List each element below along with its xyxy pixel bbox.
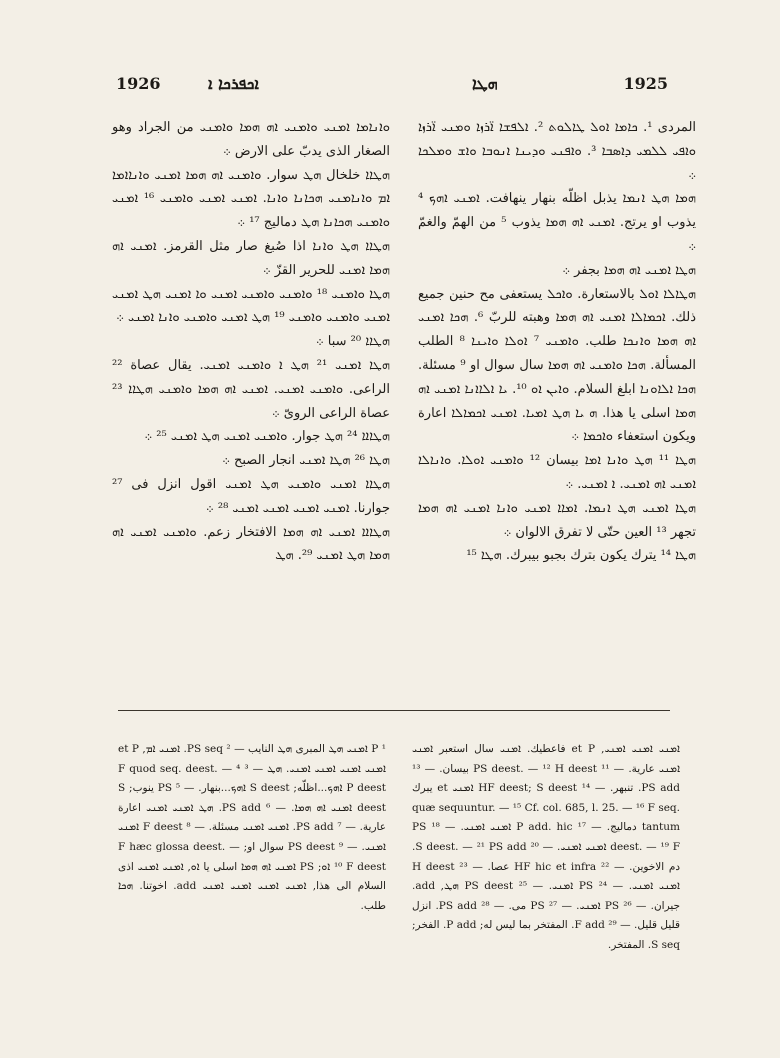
left-column [112,116,390,568]
entry: ܗܛܐܐ خلخال ܗܛ سوار. ܘܐܡܢܝ ܐܗ ܗܡܐ ܐܡܢܝ ܘܐܢܐܐܡܐ ܐܡ ܘܐܢܐܡܢܝ ܗܟܐܢܐ ܘܐܢܐ. ܐܡܢܝ ܐܡܢܝ ܘܐܡܢܝ ¹⁶ ܐܡܢܝ ܘܐܡܢܝ ܗܟܐܢܐ ܗܛ دماليج ¹⁷ ܀ [112,167,390,231]
entry: ܗܛܐܐ ܐܡܢܝ ܘܐܡܢܝ ܗܛ ܐܡܢܝ اقول انزل فى ²⁷ جوارنا. ܐܡܢܝ ܐܡܢܝ ܐܡܢܝ ܐܡܢܝ ²⁸ ܀ [112,476,390,516]
entry: المردى ¹. ܟܐܡܐ ܐܘܠ ܛܐܠܘܬ ². ܐܠܦܫܐ ܐ̈ܪܙܐ ܘܡܢܝ ܐ̈ܪܙܐ ܘܐܦܝ ܠܠܡܝ ܕܐܣܒܐ ³. ܘܐܦܢܝ ܘܕܝܢܐ ܐܢܘܒܐ ܘܐܫ ܘܡܠܟܐ ܀ [418,120,697,183]
running-header [112,74,668,104]
entry: ܗܡܐ ܗܛ ܐܢܡܐ يذبل اظلّه بنهار ينهافت. ܐܡܢܝ ܐܗܟ ⁴ يذوب او يرتج. ܐܡܢܝ ܐܗ ܗܡܐ يذوب ⁵ من الهمّ والغمّ ܀ [418,191,696,254]
footnotes-left [118,740,386,916]
footnote-block: ܐܡܢܝ ܐܡܢܝ ܐܡܢܝ, et P فاعطيك. ܐܡܢܝ سال استعبر ܐܡܢܝ ܐܡܢܝ عارية. — ¹¹ PS deest. — ¹² H deest بيسان. — ¹³ PS add. تنبهر. — ¹⁴ HF deest; S deest ܐܡܢܝ et يبرك quæ sequuntur. — ¹⁵ Cf. col. 685, l. 25. — ¹⁶ F seq. tantum دماليج. — ¹⁷ P add. hic ܐܡܢܝ ܐܡܢܝ. — ¹⁸ PS deest. — ¹⁹ F ܐܡܢܝ ܐܡܢܝ. — ²⁰ S deest. — ²¹ PS add. دم الاخوين. — ²² HF hic et infra عصا. — ²³ H deest ܐܡܢܝ ܐܡܢܝ. — ²⁴ PS ܐܡܢܝ. — ²⁵ PS deest ܗܛ, add. جيران. — ²⁶ PS ܐܡܢܝ. — ²⁷ PS مى. — ²⁸ PS add. انزل قليل قليل. — ²⁹ F add. المفتخر بما ليس له; P add. الفخر; S seq. المفتخر. [412,743,681,951]
right-running-title: ܗܛܐ [472,74,498,93]
right-column [418,116,696,568]
footnote-divider [118,710,670,711]
entry: ܗܛܐ ܐܡܢܝ ²¹ ܗܛ ܐ ܘܐܡܢܝ ܐܡܢܝ. يقال عصاة ²² الراعى. ܘܐܡܢܝ ܐܡܢܝ. ܐܡܢܝ ܐܗ ܗܡܐ ܘܐܡܢܝ ܗܛܐܐ ²³ عصاة الراعى الروىّ ܀ [112,357,390,421]
right-page-number: 1925 [623,74,668,93]
footnote-block: ¹ P ܐܡܢܝ ܗܛ المبرى ܗܛ النايب — ² PS seq. ܐܡܢܝ ܐܡ, et P ܐܡܢܝ ܐܡܢܝ ܐܡܢܝ ܐܡܢܝ. ܗܛ — ³ F quod seq. deest. — ⁴ P deest ܐܗܟ...اظلّه; S deest ܐܗܟ...بنهار. — ⁵ PS ينوب; S deest ܐܡܢܝ ܐܗ ܗܡܐ. — ⁶ PS add. ܗܛ ܐܡܢܝ ܐܡܢܝ اعارة عارية. — ⁷ PS add. ܐܡܢܝ ܐܡܢܝ مسئلة. — ⁸ F deest ܐܡܢܝ ܐܡܢܝ. — ⁹ PS deest سوال او; F hæc glossa deest. — ¹⁰ F deest ܐܘ; PS ܐܡܢܝ ܐܗ ܗܡܐ اسلى يا ܐܘ, ܐܡܢܝ ܐܡܢܝ اذى السلام الى هذا, ܐܡܢܝ ܐܡܢܝ ܐܡܢܝ ܐܡܢܝ add. اخوتنا. ܗܟܐ طلب. [118,743,387,912]
entry: ܗܛܐ ܐܡܢܝ ܐܗ ܗܡܐ بجفر ܀ [562,262,696,278]
entry: ܘܐܢܐܡܐ ܐܡܢܝ ܘܐܡܢܝ ܐܗ ܗܡܐ ܘܐܡܢܝ من الجراد وهو الصغار الذى يدبّ على الارض ܀ [112,120,390,159]
entry: ܗܛܐ ܘܐܡܢܝ ¹⁸ ܘܐܡܢܝ ܘܐܡܢܝ ܐܡܢܝ ܘܐ ܐܡܢܝ ܗܛ ܐܡܢܝ ܐܡܢܝ ܘܐܡܢܝ ܘܐܡܢܝ ¹⁹ ܗܛ ܐܡܢܝ ܘܐܡܢܝ ܘܐܢܐ ܐܡܢܝ ܀ [112,286,391,326]
entry: ܗܛܐܠܐ ܐܘܠ بالاستعارة. ܘܐܟܠ يستعفى مح حنين جميع ذلك. ܐܟܡܐܠܐ ܐܡܢܝ ܐܗ ܗܡܐ وهبته للربّ ⁶. ܗܟܐ ܐܡܢܝ ܐܗ ܗܡܐ ܘܐܢܟܐ طلب. ܘܐܡܢܝ ⁷ ܐܘܠܐ ܘܐܝܢܐ ⁸ الطلب المسألة. ܗܟܐ ܘܐܡܢܝ ܐܗ ܗܡܐ سال سوال او ⁹ مسئلة. ܗܟܐ ܐܠܐܘܢܐ ابلغ السلام. ܘܐܝܢ ܐܘ ¹⁰. ܝܐ ܐܠܐܐܢܐ ܐܡܢܝ ܐܗ ܗܡܐ اسلى يا هذا. ܗ ܝܐ ܗܛ ܐܡܝܐ. ܐܡܢܝ ܐܟܡܐܠܐ اعارة ويكون استعفاء ܘܐܟܡܐ ܀ [418,286,697,445]
entry: ܗܛܐ ²⁶ ܗܛܐ ܐܡܢܝ انجار الصبح ܀ [222,453,390,469]
entry: ܗܛܐܐܐ ܐܡܢܝ ܐܗ ܗܡܐ الافتخار زعم. ܘܐܡܢܝ ܐܡܢܝ ܐܗ ܗܡܐ ܗܛ ܐܡܢܝ ²⁹. ܗܛ [112,524,390,564]
entry: ܗܛܐ ¹¹ ܗܛ ܘܐܢܐ ܐܡܐ بيسان ¹² ܘܐܡܢܝ ܐܘܠܐ. ܘܐܢܐܠܐ ܐܡܢܝ ܐܗ ܐܡܢܝ. ܐ ܐܡܢܝ. ܀ [418,453,696,492]
entry: ܗܛܐܐ ܗܛ ܘܐܢܐ اذا صُبغ صار مثل القرمز. ܐܡܢܝ ܐܗ ܗܡܐ ܐܡܢܝ للحرير القزّ ܀ [112,238,390,278]
left-running-title: ܐܟܦܪܟܐ ܐ [208,74,259,93]
entry: ܗܛܐ ¹⁴ يترك يكون بترك بجبو بيبرك. ܗܛܐ ¹⁵ [466,548,696,564]
left-page-number: 1926 [116,74,161,93]
entry: ܗܛܐܐܐ ²⁴ ܗܛ جوار. ܘܐܡܢܝ ܐܡܢܝ ܗܛ ܐܡܢܝ ²⁵ ܀ [144,429,390,445]
entry: ܗܛܐ ܐܡܢܝ ܗܛ ܐܢܡܐ. ܐܡܐܐ ܐܡܢܝ ܘܐܢܐ ܐܡܢܝ ܐܗ ܗܡܐ تجهر ¹³ العين حتّى لا تفرق الالوان ܀ [418,500,696,540]
entry: ܗܛܐܐ ²⁰ سبا ܀ [315,334,390,350]
footnotes-right [412,740,680,956]
